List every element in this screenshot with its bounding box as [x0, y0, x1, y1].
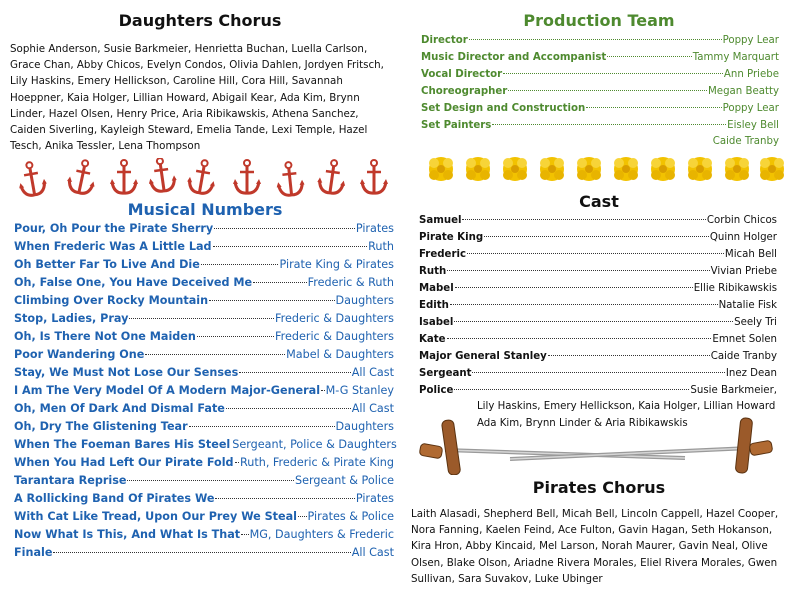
- anchor-icon: [186, 158, 219, 195]
- cast-row: [419, 215, 777, 226]
- song-title: Oh Better Far To Live And Die: [14, 258, 200, 271]
- anchor-decoration: [12, 158, 392, 198]
- flower-icon: [651, 157, 675, 181]
- team-role: Director: [421, 35, 468, 46]
- police-members-line-1: Lily Haskins, Emery Hellickson, Kaia Holger, Lillian Howard: [477, 401, 776, 412]
- anchor-icon: [233, 160, 261, 193]
- cast-name: Micah Bell: [724, 249, 777, 260]
- song-title: I Am The Very Model Of A Modern Major-General: [14, 384, 321, 397]
- team-name: Poppy Lear: [722, 35, 779, 46]
- cast-row: [419, 385, 777, 396]
- song-performer: Pirates: [355, 492, 394, 505]
- police-members-line-2: Ada Kim, Brynn Linder & Aria Ribikawskis: [477, 418, 688, 429]
- musical-numbers-title: Musical Numbers: [127, 200, 283, 219]
- song-title: Stop, Ladies, Pray: [14, 312, 129, 325]
- team-role: Choreographer: [421, 86, 508, 97]
- sword-icon: [419, 419, 685, 475]
- cast-name: Ellie Ribikawskis: [693, 283, 777, 294]
- cast-name: Caide Tranby: [710, 351, 777, 362]
- flower-icon: [688, 157, 712, 181]
- flower-icon: [725, 157, 749, 181]
- anchor-icon: [316, 158, 348, 195]
- song-performer: Sergeant & Police: [295, 474, 394, 487]
- cast-role: Isabel: [419, 317, 454, 328]
- song-performer: M-G Stanley: [325, 384, 394, 397]
- flower-icon: [503, 157, 527, 181]
- song-title: With Cat Like Tread, Upon Our Prey We Steal: [14, 510, 297, 523]
- team-role: Music Director and Accompanist: [421, 52, 607, 63]
- cast-row: [419, 249, 777, 260]
- cast-name: Corbin Chicos: [706, 215, 777, 226]
- team-row: [421, 103, 779, 114]
- daughters-chorus-names: Sophie Anderson, Susie Barkmeier, Henrietta Buchan, Luella Carlson, Grace Chan, Abby Chicos, Evelyn Condos, Olivia Dahlen, Jordyen Fritsch, Lily Haskins, Emery Hellickson, Caroline Hill, Cora Hill, Savannah Hoeppner, Kaia Holger, Lillian Howard, Abigail Kear, Ada Kim, Brynn Linder, Hazel Olsen, Henry Price, Aria Ribikawskis, Athena Sanchez, Caiden Siverling, Kayleigh Steward, Emelia Tande, Lexi Temple, Hazel Tesch, Anika Tessler, Lena Thompson: [10, 43, 384, 153]
- anchor-icon: [15, 160, 48, 197]
- cast-name: Seely Tri: [734, 317, 777, 328]
- crossed-swords-decoration: [405, 415, 793, 475]
- song-row: [14, 240, 394, 253]
- cast-role: Ruth: [419, 266, 447, 277]
- team-role: Set Design and Construction: [421, 103, 586, 114]
- team-extra-name: Caide Tranby: [712, 136, 779, 147]
- team-role: Vocal Director: [421, 69, 503, 80]
- cast-row: [419, 351, 777, 362]
- cast-role: Edith: [419, 300, 449, 311]
- cast-row: [419, 334, 777, 345]
- flower-icon: [466, 157, 490, 181]
- team-name: Megan Beatty: [708, 86, 779, 97]
- song-title: When Frederic Was A Little Lad: [14, 240, 212, 253]
- song-performer: Daughters: [335, 294, 394, 307]
- cast-row: [419, 317, 777, 328]
- cast-name: Susie Barkmeier,: [690, 385, 777, 396]
- flower-decoration: [417, 154, 787, 184]
- anchor-icon: [360, 160, 388, 193]
- song-title: Oh, Is There Not One Maiden: [14, 330, 196, 343]
- song-performer: All Cast: [351, 402, 394, 415]
- song-title: Finale: [14, 546, 53, 559]
- flower-icon: [540, 157, 564, 181]
- team-row: [421, 35, 779, 46]
- flower-icon: [577, 157, 601, 181]
- song-row: [14, 438, 397, 451]
- song-performer: Frederic & Ruth: [307, 276, 394, 289]
- anchor-icon: [146, 158, 178, 193]
- team-name: Tammy Marquart: [692, 52, 779, 63]
- song-row: [14, 402, 394, 415]
- song-title: A Rollicking Band Of Pirates We: [14, 492, 215, 505]
- song-performer: Frederic & Daughters: [275, 312, 394, 325]
- cast-name: Vivian Priebe: [710, 266, 777, 277]
- song-row: [14, 312, 394, 325]
- cast-name: Emnet Solen: [712, 334, 777, 345]
- song-performer: Frederic & Daughters: [275, 330, 394, 343]
- team-name: Ann Priebe: [723, 69, 779, 80]
- team-name: Eisley Bell: [727, 120, 779, 131]
- song-row: [14, 384, 394, 397]
- pirates-chorus-names: Laith Alasadi, Shepherd Bell, Micah Bell, Lincoln Cappell, Hazel Cooper, Nora Fanning, Kaelen Feind, Ace Fulton, Gavin Hagan, Seth Hokanson, Kira Hron, Abby Kincaid, Mel Larson, Norah Maurer, Gavin Neal, Olive Olsen, Blake Olson, Ariadne Rivera Morales, Eliel Rivera Morales, Gwen Sullivan, Sara Suvakov, Luke Ubinger: [411, 508, 779, 585]
- flower-icon: [614, 157, 638, 181]
- song-row: [14, 294, 394, 307]
- song-title: Pour, Oh Pour the Pirate Sherry: [14, 222, 214, 235]
- cast-role: Police: [419, 385, 454, 396]
- song-row: [14, 528, 394, 541]
- song-title: Oh, False One, You Have Deceived Me: [14, 276, 253, 289]
- song-performer: Mabel & Daughters: [286, 348, 394, 361]
- song-row: [14, 546, 394, 559]
- song-performer: Daughters: [335, 420, 394, 433]
- song-title: When You Had Left Our Pirate Fold: [14, 456, 234, 469]
- team-row: [421, 52, 779, 63]
- song-title: Stay, We Must Not Lose Our Senses: [14, 366, 239, 379]
- cast-row: [419, 300, 777, 311]
- song-row: [14, 330, 394, 343]
- song-title: Tarantara Reprise: [14, 474, 127, 487]
- cast-row: [419, 368, 777, 379]
- team-row: [421, 69, 779, 80]
- song-performer: Ruth: [368, 240, 394, 253]
- song-row: [14, 348, 394, 361]
- song-performer: Ruth, Frederic & Pirate King: [239, 456, 394, 469]
- song-row: [14, 510, 394, 523]
- song-title: Oh, Dry The Glistening Tear: [14, 420, 188, 433]
- song-row: [14, 258, 394, 271]
- cast-role: Mabel: [419, 283, 454, 294]
- anchor-icon: [65, 158, 99, 196]
- anchor-icon: [274, 161, 305, 197]
- pirates-chorus-title: Pirates Chorus: [532, 478, 666, 497]
- song-performer: All Cast: [351, 366, 394, 379]
- cast-title: Cast: [579, 192, 619, 211]
- team-role: Set Painters: [421, 120, 492, 131]
- song-row: [14, 456, 394, 469]
- cast-role: Samuel: [419, 215, 462, 226]
- team-name: Poppy Lear: [722, 103, 779, 114]
- song-title: Poor Wandering One: [14, 348, 145, 361]
- song-row: [14, 276, 394, 289]
- cast-name: Quinn Holger: [709, 232, 777, 243]
- team-row: [421, 120, 779, 131]
- song-title: When The Foeman Bares His Steel: [14, 438, 231, 451]
- cast-role: Sergeant: [419, 368, 472, 379]
- cast-role: Major General Stanley: [419, 351, 547, 362]
- cast-row: [419, 232, 777, 243]
- song-performer: Pirates & Police: [307, 510, 394, 523]
- team-row: [421, 86, 779, 97]
- cast-row: [419, 283, 777, 294]
- song-performer: Pirates: [355, 222, 394, 235]
- song-row: [14, 420, 394, 433]
- song-title: Now What Is This, And What Is That: [14, 528, 241, 541]
- production-team-title: Production Team: [523, 11, 675, 30]
- song-performer: MG, Daughters & Frederic: [249, 528, 394, 541]
- flower-icon: [760, 157, 784, 181]
- sword-icon: [510, 418, 773, 474]
- song-title: Climbing Over Rocky Mountain: [14, 294, 209, 307]
- song-title: Oh, Men Of Dark And Dismal Fate: [14, 402, 225, 415]
- cast-role: Kate: [419, 334, 446, 345]
- cast-role: Frederic: [419, 249, 466, 260]
- song-row: [14, 474, 394, 487]
- song-row: [14, 222, 394, 235]
- cast-name: Natalie Fisk: [718, 300, 777, 311]
- daughters-chorus-title: Daughters Chorus: [118, 11, 282, 30]
- cast-name: Inez Dean: [725, 368, 777, 379]
- song-performer: All Cast: [351, 546, 394, 559]
- song-performer: Sergeant, Police & Daughters: [232, 438, 397, 451]
- flower-icon: [429, 157, 453, 181]
- cast-row: [419, 266, 777, 277]
- song-row: [14, 366, 394, 379]
- song-row: [14, 492, 394, 505]
- song-performer: Pirate King & Pirates: [279, 258, 394, 271]
- anchor-icon: [110, 160, 138, 193]
- cast-role: Pirate King: [419, 232, 484, 243]
